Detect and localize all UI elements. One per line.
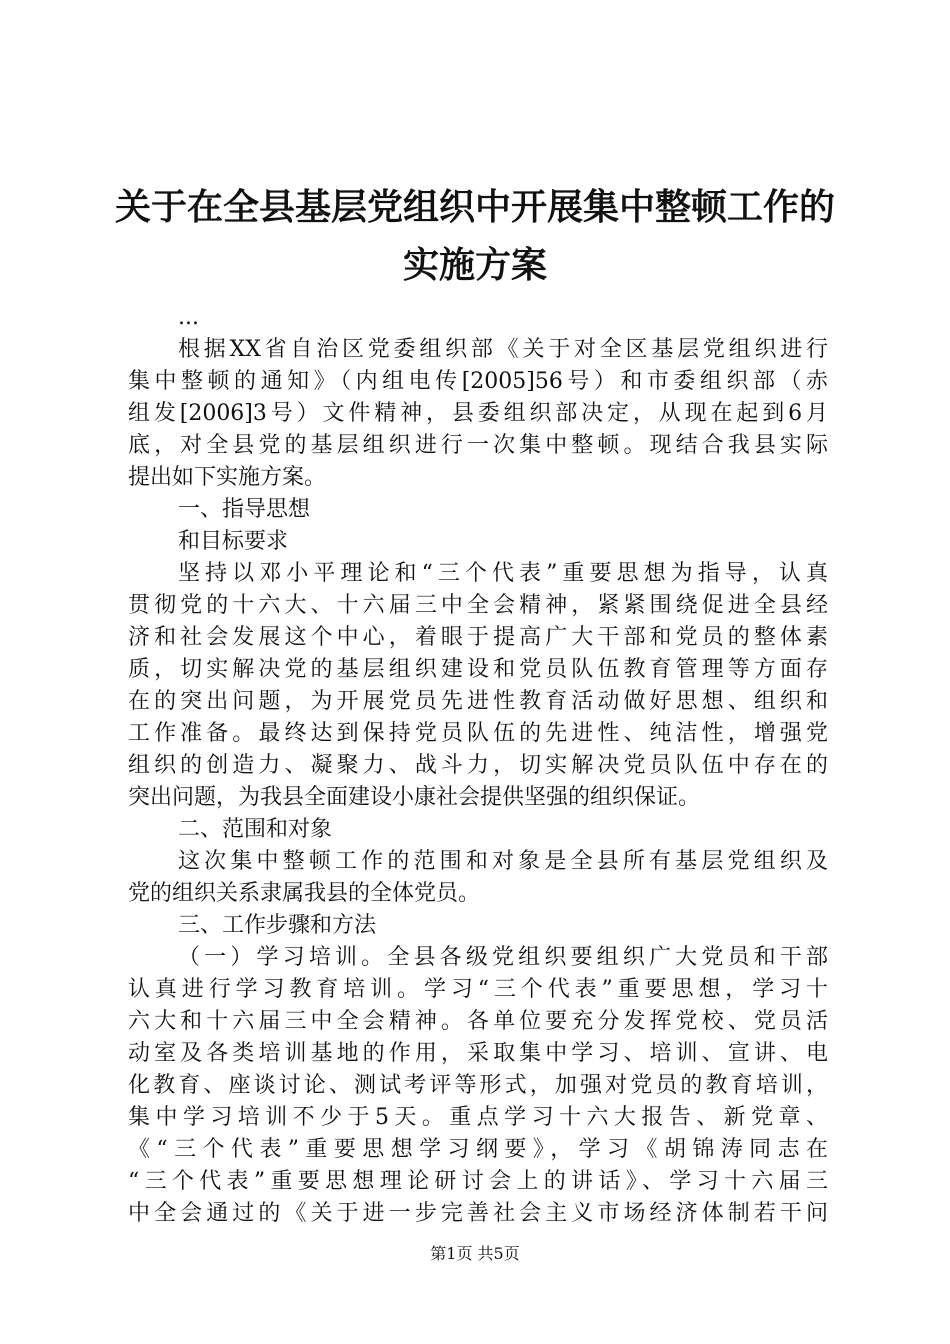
body-line: 济和社会发展这个中心，着眼于提高广大干部和党员的整体素 bbox=[128, 625, 828, 650]
section-heading: 一、指导思想 bbox=[178, 497, 311, 522]
body-line: 化教育、座谈讨论、测试考评等形式，加强对党员的教育培训， bbox=[128, 1073, 828, 1098]
body-line: 集中整顿的通知》（内组电传[2005]56号）和市委组织部（赤 bbox=[128, 369, 828, 394]
page-number-footer: 第1页 共5页 bbox=[430, 1244, 520, 1263]
body-line: “三个代表”重要思想理论研讨会上的讲话》、学习十六届三 bbox=[128, 1169, 828, 1194]
section-heading: 三、工作步骤和方法 bbox=[178, 913, 377, 938]
body-line: 提出如下实施方案。 bbox=[128, 465, 327, 490]
body-line: 突出问题，为我县全面建设小康社会提供坚强的组织保证。 bbox=[128, 785, 701, 810]
body-line: 中全会通过的《关于进一步完善社会主义市场经济体制若干问 bbox=[128, 1201, 828, 1226]
section-heading: 二、范围和对象 bbox=[178, 817, 333, 842]
body-line: 在的突出问题，为开展党员先进性教育活动做好思想、组织和 bbox=[128, 689, 828, 714]
body-line: 工作准备。最终达到保持党员队伍的先进性、纯洁性，增强党 bbox=[128, 721, 828, 746]
body-line: 党的组织关系隶属我县的全体党员。 bbox=[128, 881, 481, 906]
document-title-line-2: 实施方案 bbox=[402, 245, 547, 286]
body-line: 动室及各类培训基地的作用，采取集中学习、培训、宣讲、电 bbox=[128, 1041, 828, 1066]
body-line: 这次集中整顿工作的范围和对象是全县所有基层党组织及 bbox=[178, 849, 828, 874]
document-title-line-1: 关于在全县基层党组织中开展集中整顿工作的 bbox=[114, 187, 835, 228]
body-line: 根据XX省自治区党委组织部《关于对全区基层党组织进行 bbox=[178, 337, 828, 362]
document-body bbox=[128, 302, 828, 1230]
body-line: 组发[2006]3号）文件精神，县委组织部决定，从现在起到6月 bbox=[128, 401, 828, 426]
body-line: 集中学习培训不少于5天。重点学习十六大报告、新党章、 bbox=[128, 1105, 828, 1130]
body-line: 认真进行学习教育培训。学习“三个代表”重要思想，学习十 bbox=[128, 977, 828, 1002]
body-line: 六大和十六届三中全会精神。各单位要充分发挥党校、党员活 bbox=[128, 1009, 828, 1034]
body-line: 贯彻党的十六大、十六届三中全会精神，紧紧围绕促进全县经 bbox=[128, 593, 828, 618]
body-line: （一）学习培训。全县各级党组织要组织广大党员和干部 bbox=[178, 945, 828, 970]
body-line: 质，切实解决党的基层组织建设和党员队伍教育管理等方面存 bbox=[128, 657, 828, 682]
body-line: 组织的创造力、凝聚力、战斗力，切实解决党员队伍中存在的 bbox=[128, 753, 828, 778]
body-line: 底，对全县党的基层组织进行一次集中整顿。现结合我县实际 bbox=[128, 433, 828, 458]
section-heading: 和目标要求 bbox=[178, 529, 289, 554]
ellipsis-line: ... bbox=[178, 305, 199, 330]
body-line: 坚持以邓小平理论和“三个代表”重要思想为指导，认真 bbox=[178, 561, 828, 586]
body-line: 《“三个代表”重要思想学习纲要》，学习《胡锦涛同志在 bbox=[128, 1137, 828, 1162]
